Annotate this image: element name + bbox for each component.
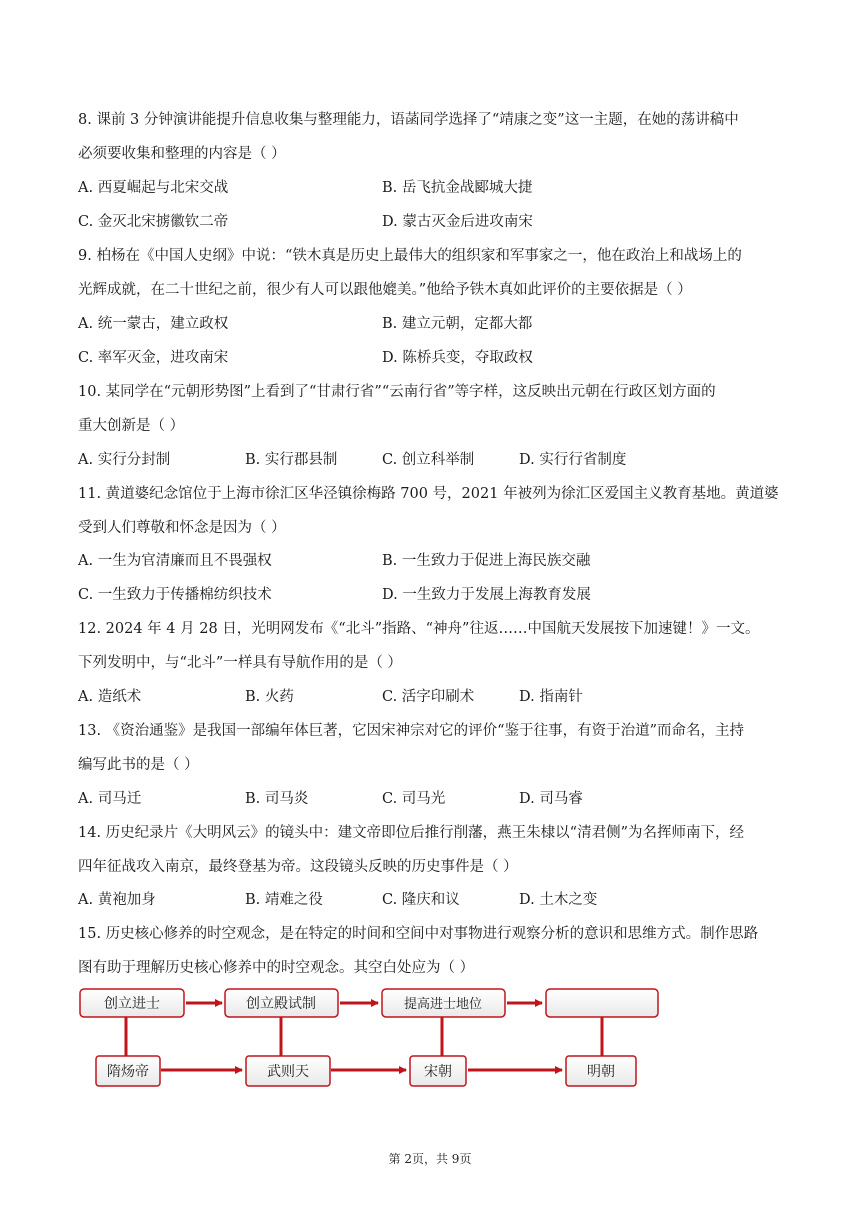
- q14-line-2: 四年征战攻入南京，最终登基为帝。这段镜头反映的历史事件是（ ）: [78, 859, 518, 875]
- box-bottom-4: [566, 1056, 636, 1086]
- q13-option-b: B. 司马炎: [245, 791, 309, 807]
- q10-option-a: A. 实行分封制: [78, 452, 171, 468]
- q10-option-c: C. 创立科举制: [382, 452, 475, 468]
- q11-option-c: C. 一生致力于传播棉纺织技术: [78, 587, 272, 603]
- q13-option-c: C. 司马光: [382, 791, 446, 807]
- box-top-1: [80, 989, 184, 1017]
- q14-option-c: C. 隆庆和议: [382, 892, 460, 908]
- q14-line-1: 14. 历史纪录片《大明风云》的镜头中：建文帝即位后推行削藩，燕王朱棣以“清君侧”为名挥师南下，经: [78, 825, 744, 841]
- box-bottom-2-label: 武则天: [267, 1064, 309, 1080]
- q8-line-2: 必须要收集和整理的内容是（ ）: [78, 146, 286, 162]
- q10-line-1: 10. 某同学在“元朝形势图”上看到了“甘肃行省”“云南行省”等字样，这反映出元朝在行政区划方面的: [78, 384, 716, 400]
- q12-line-2: 下列发明中，与“北斗”一样具有导航作用的是（ ）: [78, 655, 402, 671]
- q9-option-d: D. 陈桥兵变，夺取政权: [382, 350, 533, 366]
- q8-option-b: B. 岳飞抗金战郾城大捷: [382, 180, 533, 196]
- q13-line-1: 13. 《资治通鉴》是我国一部编年体巨著，它因宋神宗对它的评价“鉴于往事，有资于治道”而命名，主持: [78, 723, 744, 739]
- q10-option-d: D. 实行行省制度: [519, 452, 627, 468]
- q10-line-2: 重大创新是（ ）: [78, 418, 185, 434]
- q9-line-2: 光辉成就，在二十世纪之前，很少有人可以跟他媲美。”他给予铁木真如此评价的主要依据是（ ）: [78, 282, 692, 298]
- q8-option-c: C. 金灭北宋掳徽钦二帝: [78, 214, 229, 230]
- q13-option-a: A. 司马迁: [78, 791, 142, 807]
- q15-line-2: 图有助于理解历史核心修养中的时空观念。其空白处应为（ ）: [78, 960, 475, 976]
- q11-option-d: D. 一生致力于发展上海教育发展: [382, 587, 591, 603]
- q10-option-b: B. 实行郡县制: [245, 452, 338, 468]
- q9-line-1: 9. 柏杨在《中国人史纲》中说：“铁木真是历史上最伟大的组织家和军事家之一，他在政治上和战场上的: [78, 248, 742, 264]
- q8-line-1: 8. 课前 3 分钟演讲能提升信息收集与整理能力，语菡同学选择了“靖康之变”这一主题，在她的荡讲稿中: [78, 112, 739, 128]
- q12-option-c: C. 活字印刷术: [382, 689, 475, 705]
- q11-line-2: 受到人们尊敬和怀念是因为（ ）: [78, 520, 286, 536]
- page-footer: 第 2页，共 9页: [388, 1152, 472, 1166]
- box-top-1-label: 创立进士: [104, 996, 160, 1012]
- q9-option-c: C. 率军灭金，进攻南宋: [78, 350, 229, 366]
- box-bottom-3-label: 宋朝: [424, 1064, 452, 1080]
- q11-line-1: 11. 黄道婆纪念馆位于上海市徐汇区华泾镇徐梅路 700 号，2021 年被列为徐汇区爱国主义教育基地。黄道婆: [78, 486, 779, 502]
- q13-option-d: D. 司马睿: [519, 791, 583, 807]
- q14-option-b: B. 靖难之役: [245, 892, 323, 908]
- q14-option-a: A. 黄袍加身: [78, 892, 156, 908]
- q9-option-b: B. 建立元朝，定都大都: [382, 316, 533, 332]
- q8-option-a: A. 西夏崛起与北宋交战: [78, 180, 229, 196]
- box-top-3: [382, 989, 505, 1017]
- box-bottom-1-label: 隋炀帝: [107, 1064, 149, 1080]
- q9-option-a: A. 统一蒙古，建立政权: [78, 316, 229, 332]
- q15-line-1: 15. 历史核心修养的时空观念，是在特定的时间和空间中对事物进行观察分析的意识和思维方式。制作思路: [78, 926, 759, 942]
- q12-option-a: A. 造纸术: [78, 689, 142, 705]
- box-bottom-3: [410, 1056, 466, 1086]
- q11-option-b: B. 一生致力于促进上海民族交融: [382, 553, 591, 569]
- box-top-2-label: 创立殿试制: [246, 996, 316, 1012]
- box-top-2: [225, 989, 338, 1017]
- box-bottom-4-label: 明朝: [587, 1064, 615, 1080]
- q12-option-d: D. 指南针: [519, 689, 583, 705]
- box-bottom-2: [246, 1056, 330, 1086]
- q8-option-d: D. 蒙古灭金后进攻南宋: [382, 214, 533, 230]
- box-bottom-1: [96, 1056, 160, 1086]
- box-top-3-label: 提高进士地位: [403, 997, 483, 1012]
- q14-option-d: D. 土木之变: [519, 892, 598, 908]
- q12-line-1: 12. 2024 年 4 月 28 日，光明网发布《“北斗”指路、“神舟”往返……中国航天发展按下加速键！》一文。: [78, 621, 760, 637]
- box-top-4-blank: [546, 989, 658, 1017]
- q12-option-b: B. 火药: [245, 689, 294, 705]
- q11-option-a: A. 一生为官清廉而且不畏强权: [78, 553, 272, 569]
- timeline-diagram: [76, 984, 676, 1094]
- q13-line-2: 编写此书的是（ ）: [78, 757, 199, 773]
